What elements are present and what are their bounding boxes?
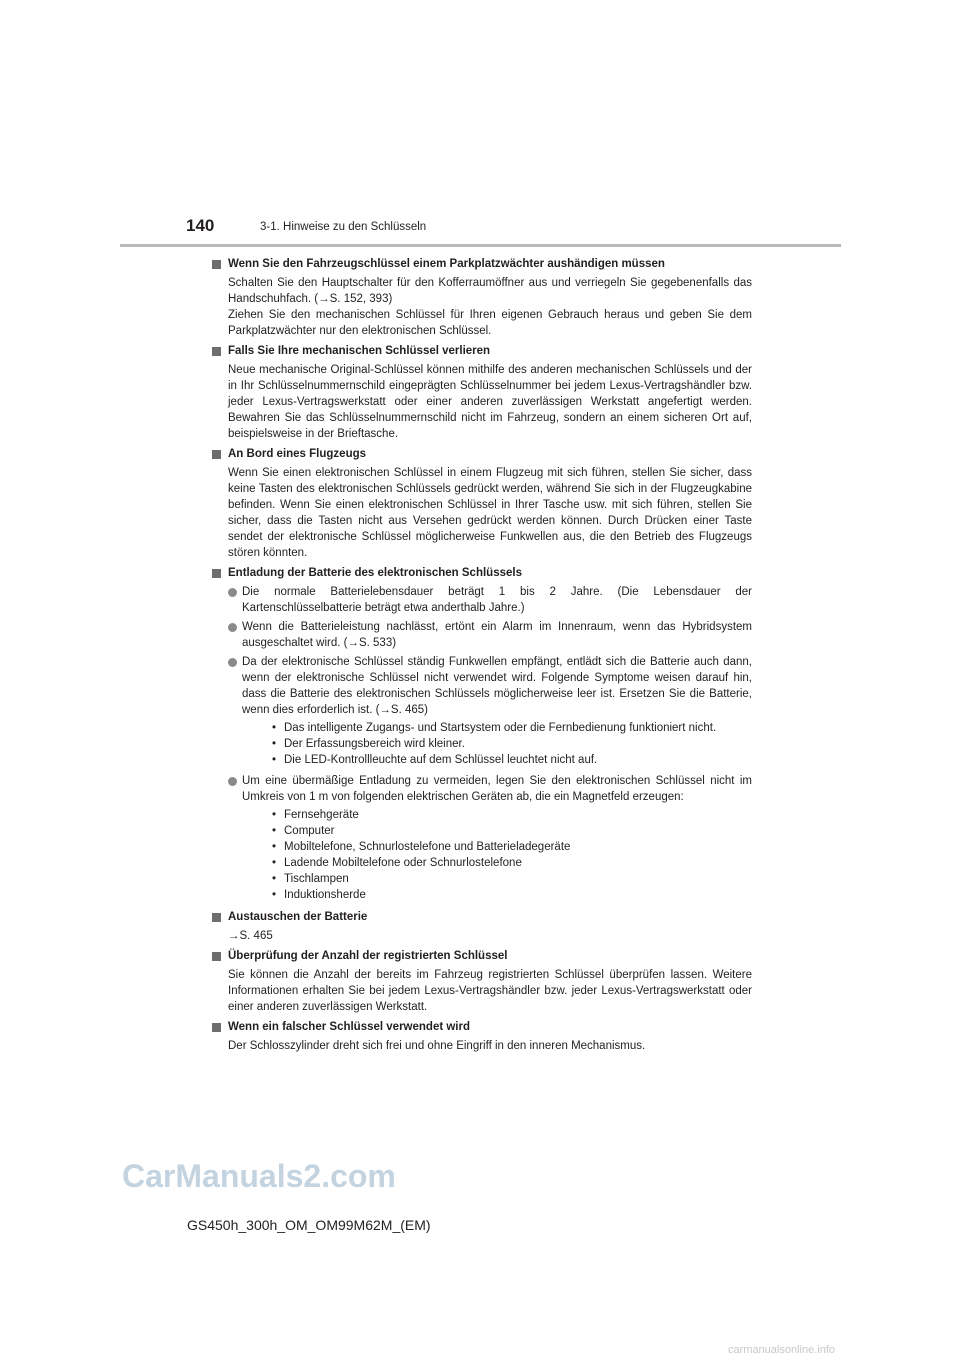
symptom-list (272, 720, 752, 768)
section-registered-keys (212, 948, 752, 1015)
list-item: Die normale Batterielebensdauer beträgt 1 bis 2 Jahre. (Die Lebensdauer der Kartenschlüsselbatterie beträgt etwa anderthalb Jahre.) (212, 584, 752, 616)
section-title: Wenn Sie den Fahrzeugschlüssel einem Parkplatzwächter aushändigen müssen (228, 258, 665, 270)
square-bullet-icon (212, 1023, 221, 1032)
square-bullet-icon (212, 913, 221, 922)
chapter-title: 3-1. Hinweise zu den Schlüsseln (260, 221, 427, 233)
section-title: Austauschen der Batterie (228, 911, 368, 923)
circle-bullet-icon (228, 777, 237, 786)
list-item: • Ladende Mobiltelefone oder Schnurlostelefone (272, 857, 522, 869)
section-title: Falls Sie Ihre mechanischen Schlüssel verlieren (228, 345, 491, 357)
paragraph: Wenn Sie einen elektronischen Schlüssel in einem Flugzeug mit sich führen, stellen Sie sicher, dass keine Tasten des elektronischen Schlüssels gedrückt werden, während Sie sich in der Flugzeugkabine befinden. Wenn Sie einen elektronischen Schlüssel in Ihrer Tasche usw. mit sich führen, stellen Sie sicher, dass die Tasten nicht aus Versehen gedrückt werden können. Durch Drücken einer Taste sendet der elektronische Schlüssel möglicherweise Funkwellen aus, die den Betrieb des Flugzeugs stören könnten. (228, 467, 752, 559)
list-item: • Induktionsherde (272, 889, 366, 901)
list-item: • Das intelligente Zugangs- und Startsystem oder die Fernbedienung funktioniert nicht. (272, 722, 717, 734)
square-bullet-icon (212, 952, 221, 961)
section-title: Wenn ein falscher Schlüssel verwendet wird (228, 1021, 471, 1033)
list-item: • Fernsehgeräte (272, 809, 359, 821)
section-parking-attendant (212, 256, 752, 339)
section-battery-discharge (212, 565, 752, 905)
circle-bullet-icon (228, 588, 237, 597)
section-title: An Bord eines Flugzeugs (228, 448, 367, 460)
paragraph: Sie können die Anzahl der bereits im Fahrzeug registrierten Schlüssel überprüfen lassen. Weitere Informationen erhalten Sie bei jedem Lexus-Vertragshändler bzw. jeder Lexus-Vertragswerkstatt oder einer anderen zuverlässigen Werkstatt. (228, 969, 752, 1013)
page-content (212, 256, 752, 1058)
circle-bullet-icon (228, 658, 237, 667)
watermark-corner: carmanualsonline.info (728, 1344, 836, 1356)
list-item: • Der Erfassungsbereich wird kleiner. (272, 738, 465, 750)
list-item: Um eine übermäßige Entladung zu vermeiden, legen Sie den elektronischen Schlüssel nicht im Umkreis von 1 m von folgenden elektrischen Geräten ab, die ein Magnetfeld erzeugen: • Fernsehgeräte • Computer • Mobiltelefone, Schnurlostelefone und Batterieladegeräte • Ladende Mobiltelefone oder Schnurlostelefone • Tischlampen • Induktionsherde (212, 773, 752, 905)
document-code: GS450h_300h_OM_OM99M62M_(EM) (187, 1217, 431, 1233)
section-title: Entladung der Batterie des elektronischen Schlüssels (228, 567, 522, 579)
circle-bullet-icon (228, 623, 237, 632)
section-title: Überprüfung der Anzahl der registrierten Schlüssel (228, 950, 508, 962)
paragraph: Neue mechanische Original-Schlüssel können mithilfe des anderen mechanischen Schlüssels und der in Ihr Schlüsselnummernschild eingeprägten Schlüsselnummer bei jedem Lexus-Vertragshändler bzw. jeder Lexus-Vertragswerkstatt oder einer anderen zuverlässigen Werkstatt angefertigt werden. Bewahren Sie das Schlüsselnummernschild nicht im Fahrzeug, sondern an einem sicheren Ort auf, beispielsweise in der Brieftasche. (228, 364, 752, 440)
list-item: • Die LED-Kontrollleuchte auf dem Schlüssel leuchtet nicht auf. (272, 754, 598, 766)
header-divider (120, 244, 841, 247)
section-wrong-key (212, 1019, 752, 1054)
list-item: • Tischlampen (272, 873, 349, 885)
section-battery-replacement (212, 909, 752, 944)
list-item: Da der elektronische Schlüssel ständig Funkwellen empfängt, entlädt sich die Batterie auch dann, wenn der elektronische Schlüssel nicht verwendet wird. Folgende Symptome weisen darauf hin, dass die Batterie des elektronischen Schlüssels möglicherweise leer ist. Ersetzen Sie die Batterie, wenn dies erforderlich ist. (→S. 465) • Das intelligente Zugangs- und Startsystem oder die Fernbedienung funktioniert nicht. • Der Erfassungsbereich wird kleiner. • Die LED-Kontrollleuchte auf dem Schlüssel leuchtet nicht auf. (212, 654, 752, 770)
square-bullet-icon (212, 450, 221, 459)
page-reference-link[interactable]: →S. 465 (228, 930, 273, 942)
paragraph: Der Schlosszylinder dreht sich frei und ohne Eingriff in den inneren Mechanismus. (228, 1040, 646, 1052)
page-number: 140 (186, 216, 215, 235)
device-list (272, 807, 752, 903)
square-bullet-icon (212, 347, 221, 356)
watermark-logo: CarManuals2.com (122, 1158, 396, 1194)
list-item: • Mobiltelefone, Schnurlostelefone und Batterieladegeräte (272, 841, 571, 853)
list-item: Wenn die Batterieleistung nachlässt, ertönt ein Alarm im Innenraum, wenn das Hybridsystem ausgeschaltet wird. (→S. 533) (212, 619, 752, 651)
section-airplane (212, 446, 752, 561)
list-item: • Computer (272, 825, 335, 837)
paragraph: Ziehen Sie den mechanischen Schlüssel für Ihren eigenen Gebrauch heraus und geben Sie dem Parkplatzwächter nur den elektronischen Schlüssel. (228, 309, 752, 337)
section-lost-keys (212, 343, 752, 442)
square-bullet-icon (212, 569, 221, 578)
paragraph: Schalten Sie den Hauptschalter für den Kofferraumöffner aus und verriegeln Sie gegebenenfalls das Handschuhfach. (→S. 152, 393) (228, 277, 752, 305)
square-bullet-icon (212, 260, 221, 269)
